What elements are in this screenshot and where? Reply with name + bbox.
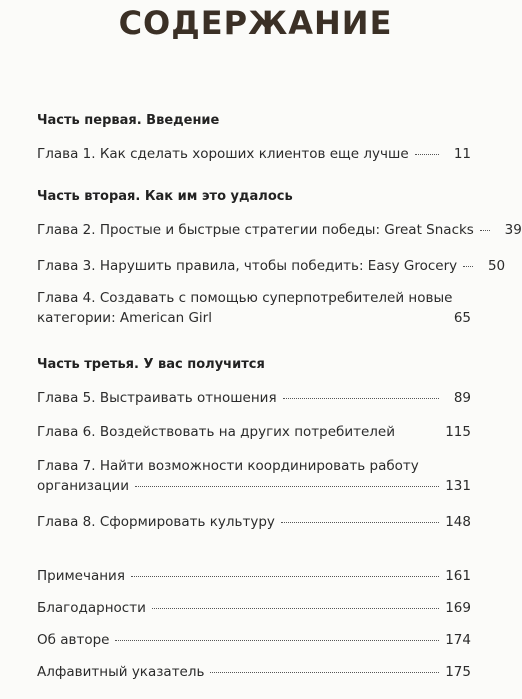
part-heading: Часть вторая. Как им это удалось [37,189,293,204]
entry-label-line2: категории: American Girl [37,310,212,326]
entry-label: Глава 3. Нарушить правила, чтобы победить: Easy Grocery [37,258,458,274]
entry-label: Алфавитный указатель [37,664,205,680]
toc-entry-chapter-8[interactable] [37,512,471,532]
page-title: СОДЕРЖАНИЕ [118,4,393,42]
dot-leader [131,576,439,577]
entry-page: 169 [445,600,471,616]
entry-page: 89 [453,390,471,406]
entry-page: 148 [445,514,471,530]
toc-entry-chapter-2[interactable] [37,220,522,240]
entry-page: 39 [504,222,522,238]
entry-label-line1: Глава 4. Создавать с помощью суперпотребителей новые [37,290,453,306]
toc-entry-chapter-4[interactable] [37,288,471,328]
part-heading: Часть первая. Введение [37,113,220,128]
entry-page: 11 [453,146,471,162]
entry-label-line1: Глава 7. Найти возможности координировать работу [37,458,419,474]
entry-label: Благодарности [37,600,146,616]
dot-leader [415,154,439,155]
entry-label: Об авторе [37,632,110,648]
toc-entry-chapter-5[interactable] [37,388,471,408]
entry-page: 161 [445,568,471,584]
toc-entry-acknowledgements[interactable] [37,598,471,618]
entry-label: Глава 1. Как сделать хороших клиентов еще лучше [37,146,409,162]
toc-entry-notes[interactable] [37,566,471,586]
entry-label: Примечания [37,568,125,584]
entry-label: Глава 8. Сформировать культуру [37,514,275,530]
dot-leader [281,522,439,523]
entry-label-line2: организации [37,478,129,494]
dot-leader [283,398,439,399]
dot-leader [218,318,439,319]
dot-leader [135,486,439,487]
entry-label: Глава 6. Воздействовать на других потребителей [37,424,396,440]
dot-leader [152,608,439,609]
entry-page: 131 [445,478,471,494]
entry-page: 65 [453,310,471,326]
dot-leader [210,672,439,673]
entry-label: Глава 5. Выстраивать отношения [37,390,277,406]
toc-entry-chapter-1[interactable] [37,144,471,164]
dot-leader [480,230,490,231]
dot-leader [115,640,439,641]
toc-entry-about-author[interactable] [37,630,471,650]
entry-page: 175 [445,664,471,680]
entry-page: 50 [487,258,506,274]
toc-entry-chapter-3[interactable] [37,256,506,276]
entry-page: 174 [445,632,471,648]
toc-entry-chapter-7[interactable] [37,456,471,496]
dot-leader [463,266,473,267]
toc-entry-index[interactable] [37,662,471,682]
entry-page: 115 [445,424,471,440]
entry-label: Глава 2. Простые и быстрые стратегии победы: Great Snacks [37,222,474,238]
part-heading: Часть третья. У вас получится [37,357,265,372]
toc-entry-chapter-6[interactable] [37,422,471,442]
dot-leader [401,432,439,433]
